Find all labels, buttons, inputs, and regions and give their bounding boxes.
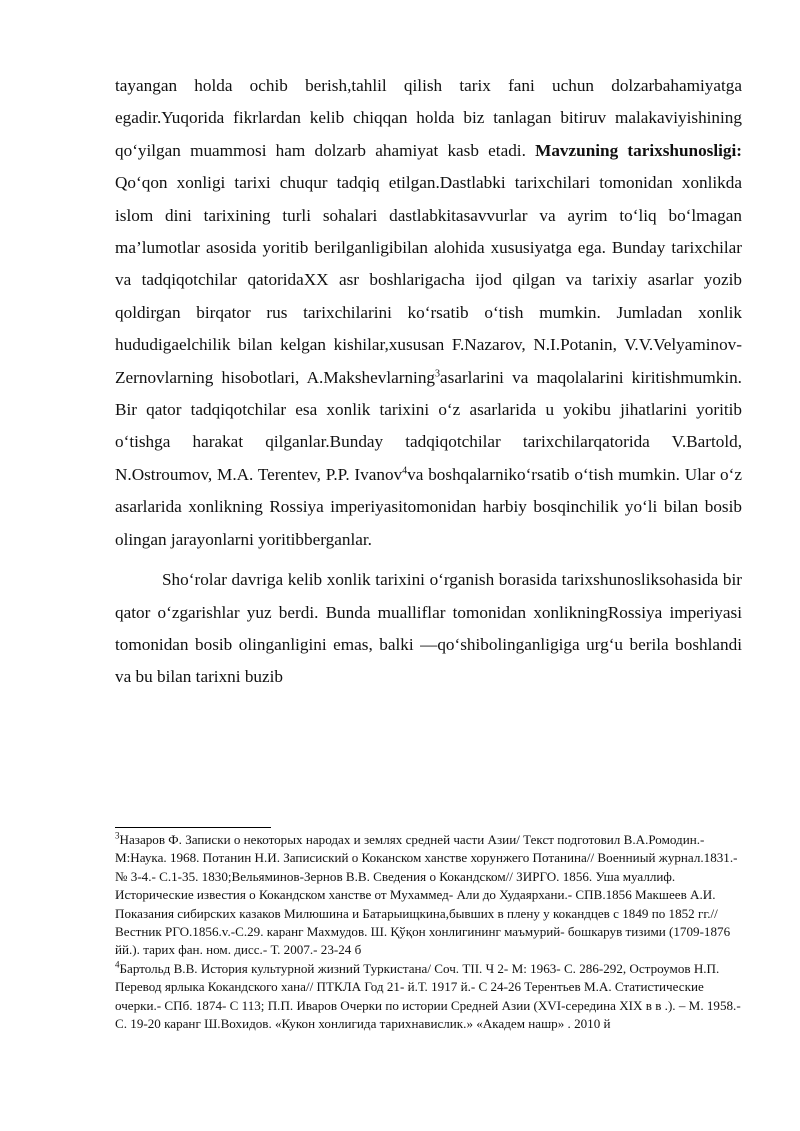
footnote-separator xyxy=(115,827,271,828)
paragraph-1-part-d: va boshqalarniko‘rsatib o‘tish mumkin. Ular o‘z asarlarida xonlikning Rossiya imperiyasitomonidan harbiy bosqinchilik yo‘li bilan bosib olingan jarayonlarni yoritibberganlar. xyxy=(115,464,742,549)
footnote-4 xyxy=(115,960,745,1034)
footnotes xyxy=(115,831,745,1033)
paragraph-1-part-b: Qo‘qon xonligi tarixi chuqur tadqiq etilgan.Dastlabki tarixchilari tomonidan xonlikda islom dini tarixining turli sohalari dastlabkitasavvurlar va ayrim to‘liq bo‘lmagan ma’lumotlar asosida yoritib berilganligibilan alohida xususiyatga ega. Bunday tarixchilar va tadqiqotchilar qatoridaXX asr boshlarigacha ijod qilgan va tarixiy asarlar yozib qoldirgan birqator rus tarixchilarini ko‘rsatib o‘tish mumkin. Jumladan xonlik hududigaelchilik bilan kelgan kishilar,xususan F.Nazarov, N.I.Potanin, V.V.Velyaminov-Zernovlarning hisobotlari, A.Makshevlarning xyxy=(115,173,742,387)
paragraph-1-part-a: tayangan holda ochib berish,tahlil qilish tarix fani uchun dolzarbahamiyatga egadir.Yuqorida fikrlardan kelib chiqqan holda biz tanlagan bitiruv malakaviyishining qo‘yilgan muammosi ham dolzarb ahamiyat kasb etadi. xyxy=(115,76,742,160)
footnote-ref-4: 4 xyxy=(402,465,408,477)
section-heading: Mavzuning tarixshunosligi: xyxy=(535,140,742,160)
body-text xyxy=(115,70,742,694)
paragraph-1-part-c: asarlarini va maqolalarini kiritishmumkin. Bir qator tadqiqotchilar esa xonlik tarixini o‘z asarlarida u yokibu jihatlarini yoritib o‘tishga harakat qilganlar.Bunday tadqiqotchilar tarixchilarqatorida V.Bartold, N.Ostroumov, M.A. Terentev, P.P. Ivanov xyxy=(115,367,742,484)
footnote-number: 3 xyxy=(115,830,120,841)
footnote-ref-3: 3 xyxy=(435,367,441,379)
footnote-3 xyxy=(115,831,745,960)
footnote-text: Бартольд В.В. История культурной жизний Туркистана/ Соч. ТII. Ч 2- М: 1963- С. 286-292, Остроумов Н.П. Перевод ярлыка Кокандского хана// ПТКЛА Год 21- й.Т. 1917 й.- С 24-26 Терентьев М.А. Статистические очерки.- СПб. 1874- С 113; П.П. Иваров Очерки по истории Средней Азии (XVI-середина XIX в в .). – М. 1958.- С. 19-20 каранг Ш.Вохидов. «Кукон хонлигида тарихнавислик.» «Академ нашр» . 2010 й xyxy=(115,960,741,1032)
paragraph-1 xyxy=(115,70,742,556)
footnote-number: 4 xyxy=(115,959,120,970)
paragraph-2: Sho‘rolar davriga kelib xonlik tarixini o‘rganish borasida tarixshunosliksohasida bir qator o‘zgarishlar yuz berdi. Bunda mualliflar tomonidan xonlikningRossiya imperiyasi tomonidan bosib olinganligini emas, balki ―qo‘shibolinganligiga urg‘u berila boshlandi va bu bilan tarixni buzib xyxy=(115,570,742,687)
footnote-text: Назаров Ф. Записки о некоторых народах и землях средней части Азии/ Текст подготовил В.А.Ромодин.- М:Наука. 1968. Потанин Н.И. Записиский о Коканском ханстве хорунжего Потанина// Военниый журнал.1831.-№ 3-4.- С.1-35. 1830;Вельяминов-Зернов В.В. Сведения о Кокандском// ЗИРГО. 1856. Уша муаллиф. Исторические известия о Кокандском ханстве от Мухаммед- Али до Худаярхани.- СПВ.1856 Макшеев А.И. Показания сибирских казаков Милюшина и Батарыищкина,бывших в плену у кокандцев с 1849 по 1852 гг.//Вестник РГО.1856.v.-С.29. каранг Махмудов. Ш. Қўқон хонлигининг маъмурий- бошкарув тизими (1709-1876 йй.). тарих фан. ном. дисс.- Т. 2007.- 23-24 б xyxy=(115,832,738,958)
